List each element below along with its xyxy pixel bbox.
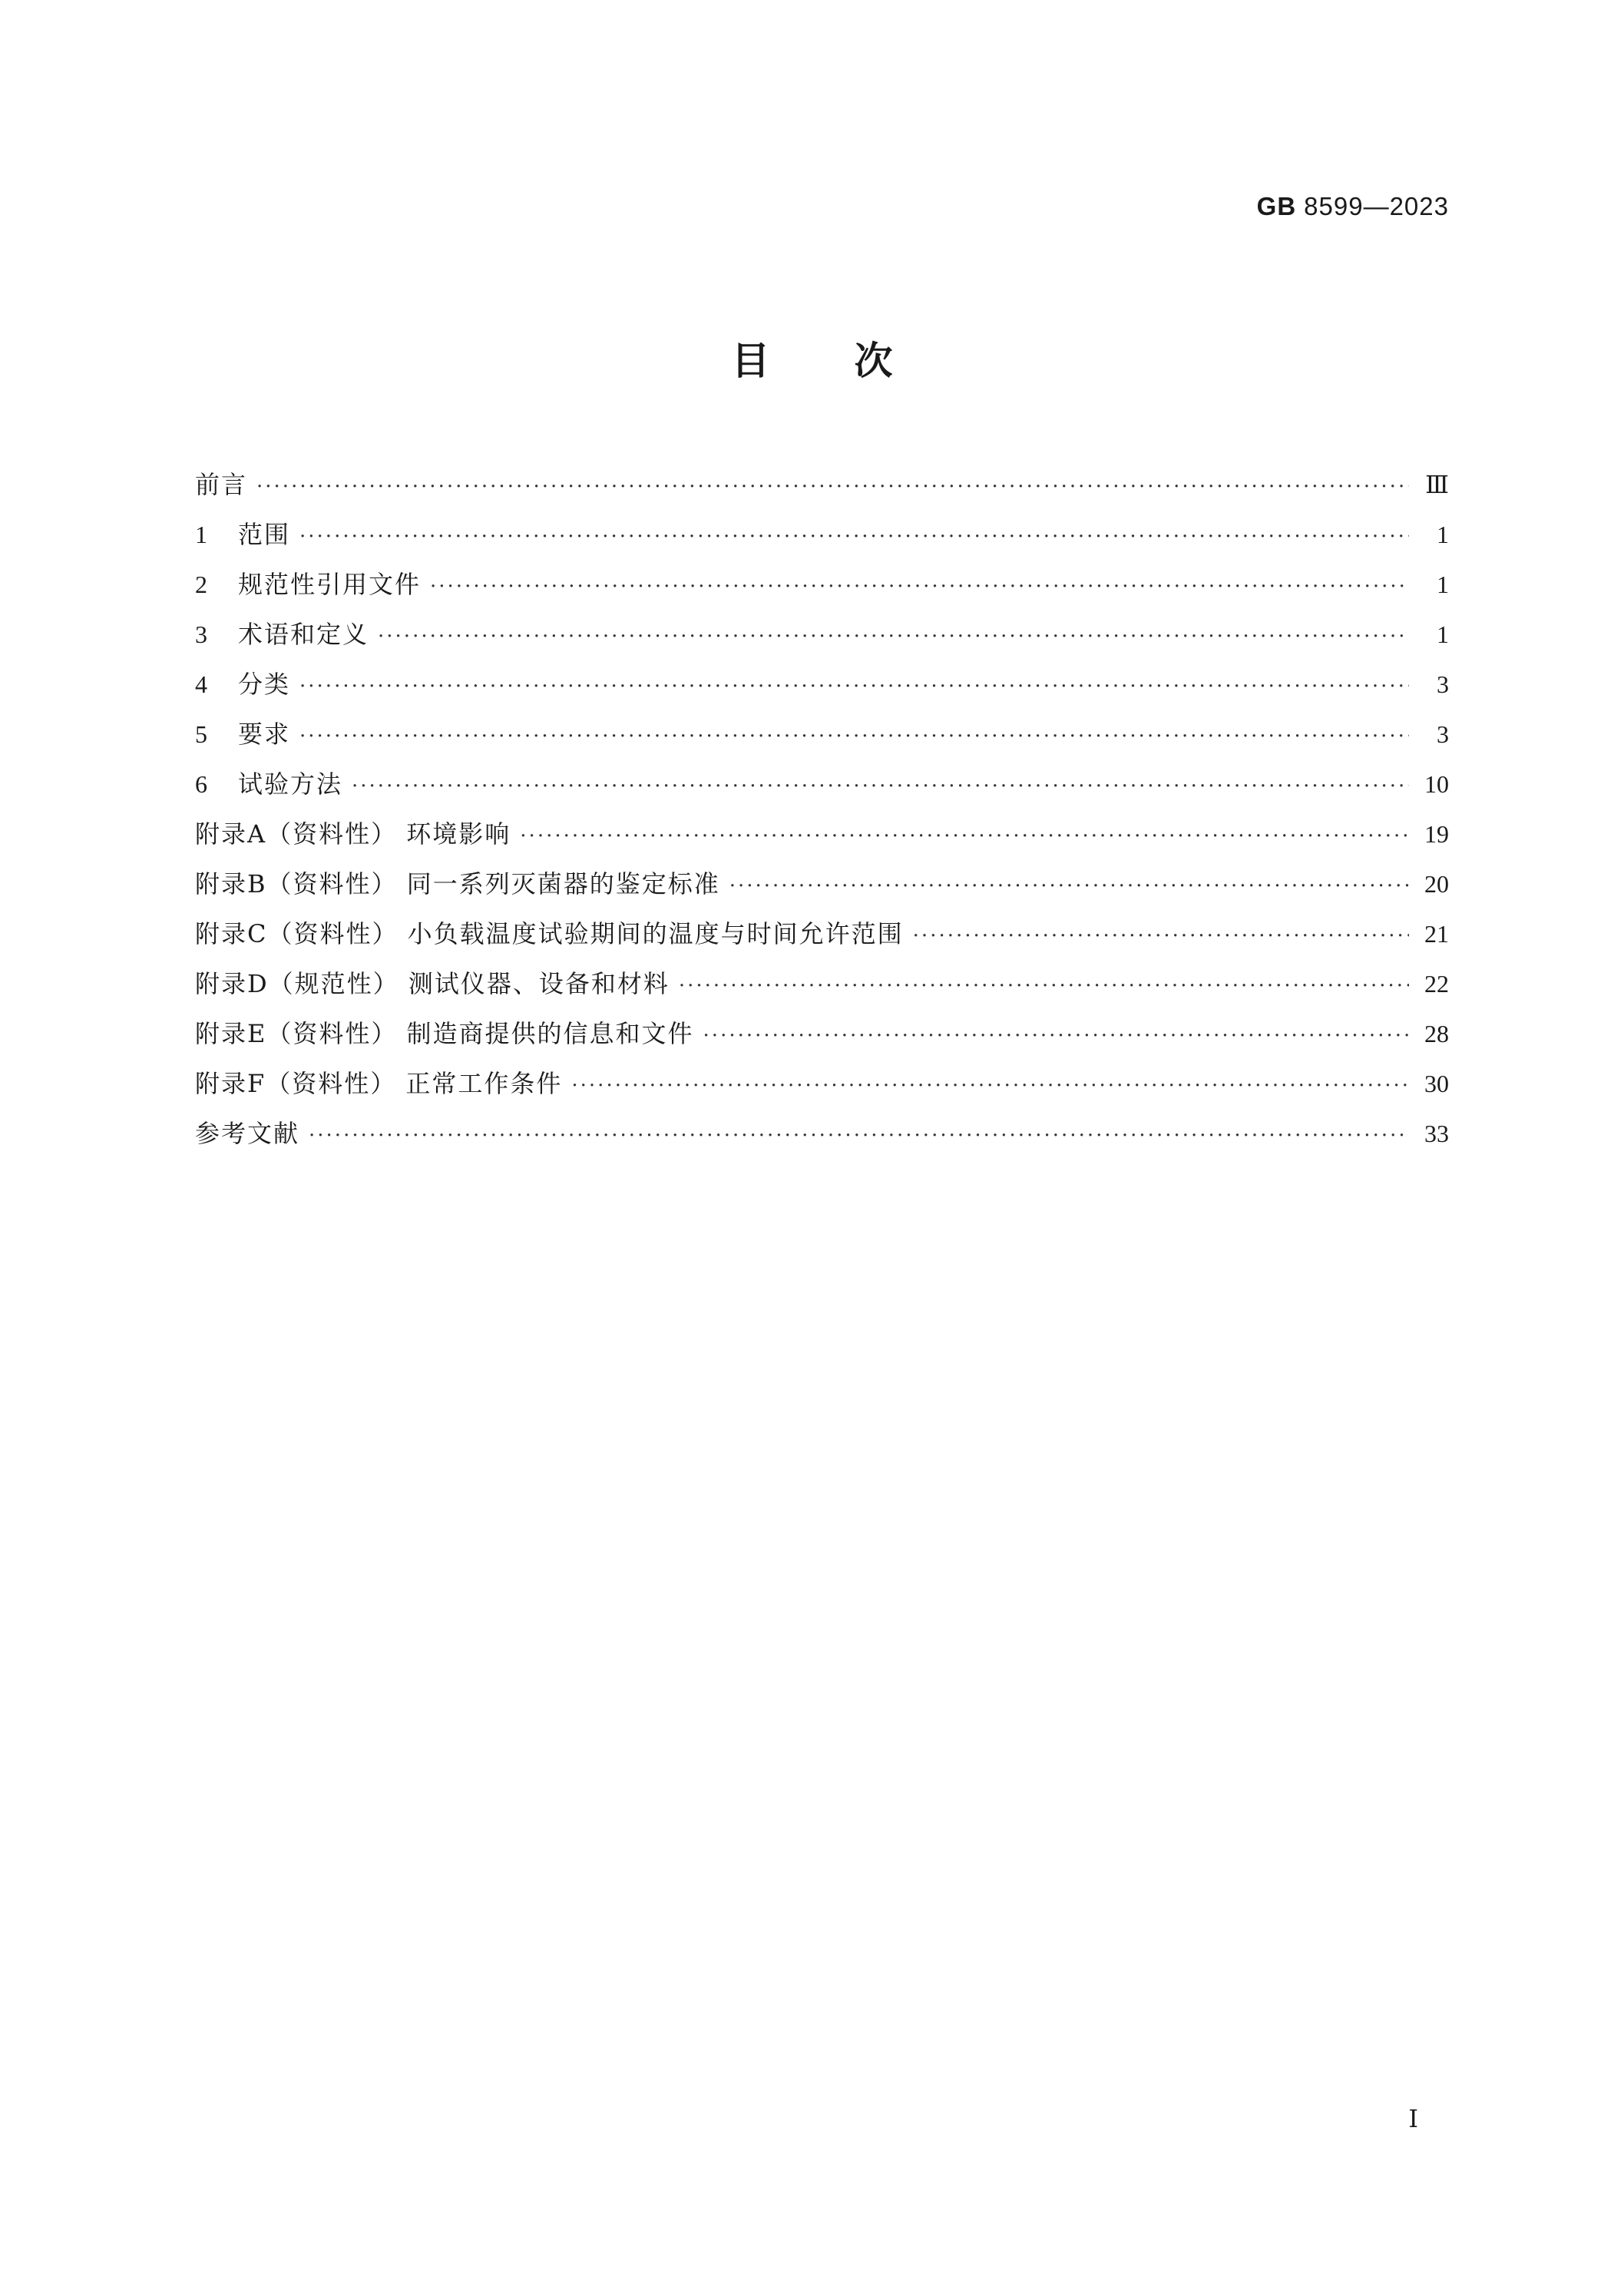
toc-entry-page: 19 — [1424, 820, 1449, 848]
toc-entry-page: 22 — [1424, 970, 1449, 998]
table-of-contents — [195, 465, 1449, 1164]
toc-entry-page: 30 — [1424, 1070, 1449, 1097]
toc-entry-5[interactable] — [195, 715, 1449, 765]
toc-entry-label: 附录B（资料性） 同一系列灭菌器的鉴定标准 — [195, 869, 720, 898]
toc-leader — [729, 875, 1409, 898]
toc-leader — [703, 1024, 1409, 1047]
toc-leader — [430, 575, 1409, 598]
toc-leader — [378, 625, 1409, 648]
standard-prefix: GB — [1256, 192, 1297, 220]
toc-entry-label: 附录A（资料性） 环境影响 — [195, 819, 511, 849]
toc-entry-1[interactable] — [195, 515, 1449, 565]
toc-entry-label: 术语和定义 — [238, 620, 369, 649]
toc-entry-annex-a[interactable] — [195, 815, 1449, 865]
toc-entry-page: 3 — [1437, 720, 1449, 748]
toc-entry-label: 范围 — [238, 520, 291, 549]
toc-entry-label: 要求 — [238, 720, 291, 749]
toc-entry-page: 10 — [1424, 770, 1449, 798]
toc-entry-label: 前言 — [195, 470, 248, 499]
toc-leader — [520, 825, 1409, 848]
toc-entry-page: 3 — [1437, 670, 1449, 698]
page-number: Ⅰ — [1408, 2105, 1418, 2133]
toc-leader — [299, 525, 1409, 548]
toc-entry-6[interactable] — [195, 765, 1449, 815]
toc-leader — [571, 1074, 1409, 1097]
toc-entry-3[interactable] — [195, 615, 1449, 665]
toc-entry-page: 1 — [1437, 620, 1449, 648]
toc-entry-preface[interactable] — [195, 465, 1449, 515]
toc-leader — [309, 1124, 1409, 1147]
toc-entry-annex-b[interactable] — [195, 865, 1449, 915]
toc-entry-page: 1 — [1437, 521, 1449, 548]
toc-entry-page: 21 — [1424, 920, 1449, 948]
toc-entry-label: 规范性引用文件 — [238, 570, 422, 599]
toc-entry-number: 6 — [195, 770, 207, 798]
toc-leader — [256, 475, 1409, 498]
toc-leader — [352, 775, 1409, 798]
toc-entry-page: Ⅲ — [1425, 471, 1449, 498]
toc-entry-number: 4 — [195, 670, 207, 698]
toc-entry-bibliography[interactable] — [195, 1114, 1449, 1164]
toc-entry-annex-c[interactable] — [195, 915, 1449, 965]
toc-entry-number: 3 — [195, 620, 207, 648]
toc-leader — [299, 725, 1409, 748]
toc-entry-4[interactable] — [195, 665, 1449, 715]
toc-entry-label: 附录D（规范性） 测试仪器、设备和材料 — [195, 969, 670, 998]
toc-entry-2[interactable] — [195, 565, 1449, 615]
toc-entry-annex-f[interactable] — [195, 1064, 1449, 1114]
toc-entry-page: 33 — [1424, 1120, 1449, 1147]
toc-entry-label: 试验方法 — [238, 769, 343, 799]
toc-leader — [679, 974, 1409, 998]
toc-entry-label: 附录E（资料性） 制造商提供的信息和文件 — [195, 1019, 694, 1048]
page-title: 目次 — [731, 339, 977, 383]
toc-leader — [913, 925, 1409, 948]
toc-entry-label: 参考文献 — [195, 1119, 300, 1148]
toc-entry-page: 20 — [1424, 870, 1449, 898]
toc-leader — [299, 675, 1409, 698]
toc-entry-annex-d[interactable] — [195, 965, 1449, 1014]
toc-entry-annex-e[interactable] — [195, 1014, 1449, 1064]
toc-entry-number: 2 — [195, 571, 207, 598]
toc-entry-label: 附录F（资料性） 正常工作条件 — [195, 1069, 563, 1098]
standard-code — [1257, 192, 1449, 221]
toc-entry-page: 28 — [1424, 1020, 1449, 1047]
toc-entry-page: 1 — [1437, 571, 1449, 598]
toc-entry-label: 分类 — [238, 670, 291, 699]
toc-entry-number: 1 — [195, 521, 207, 548]
standard-number: 8599—2023 — [1304, 192, 1449, 220]
toc-entry-number: 5 — [195, 720, 207, 748]
toc-entry-label: 附录C（资料性） 小负载温度试验期间的温度与时间允许范围 — [195, 919, 904, 948]
